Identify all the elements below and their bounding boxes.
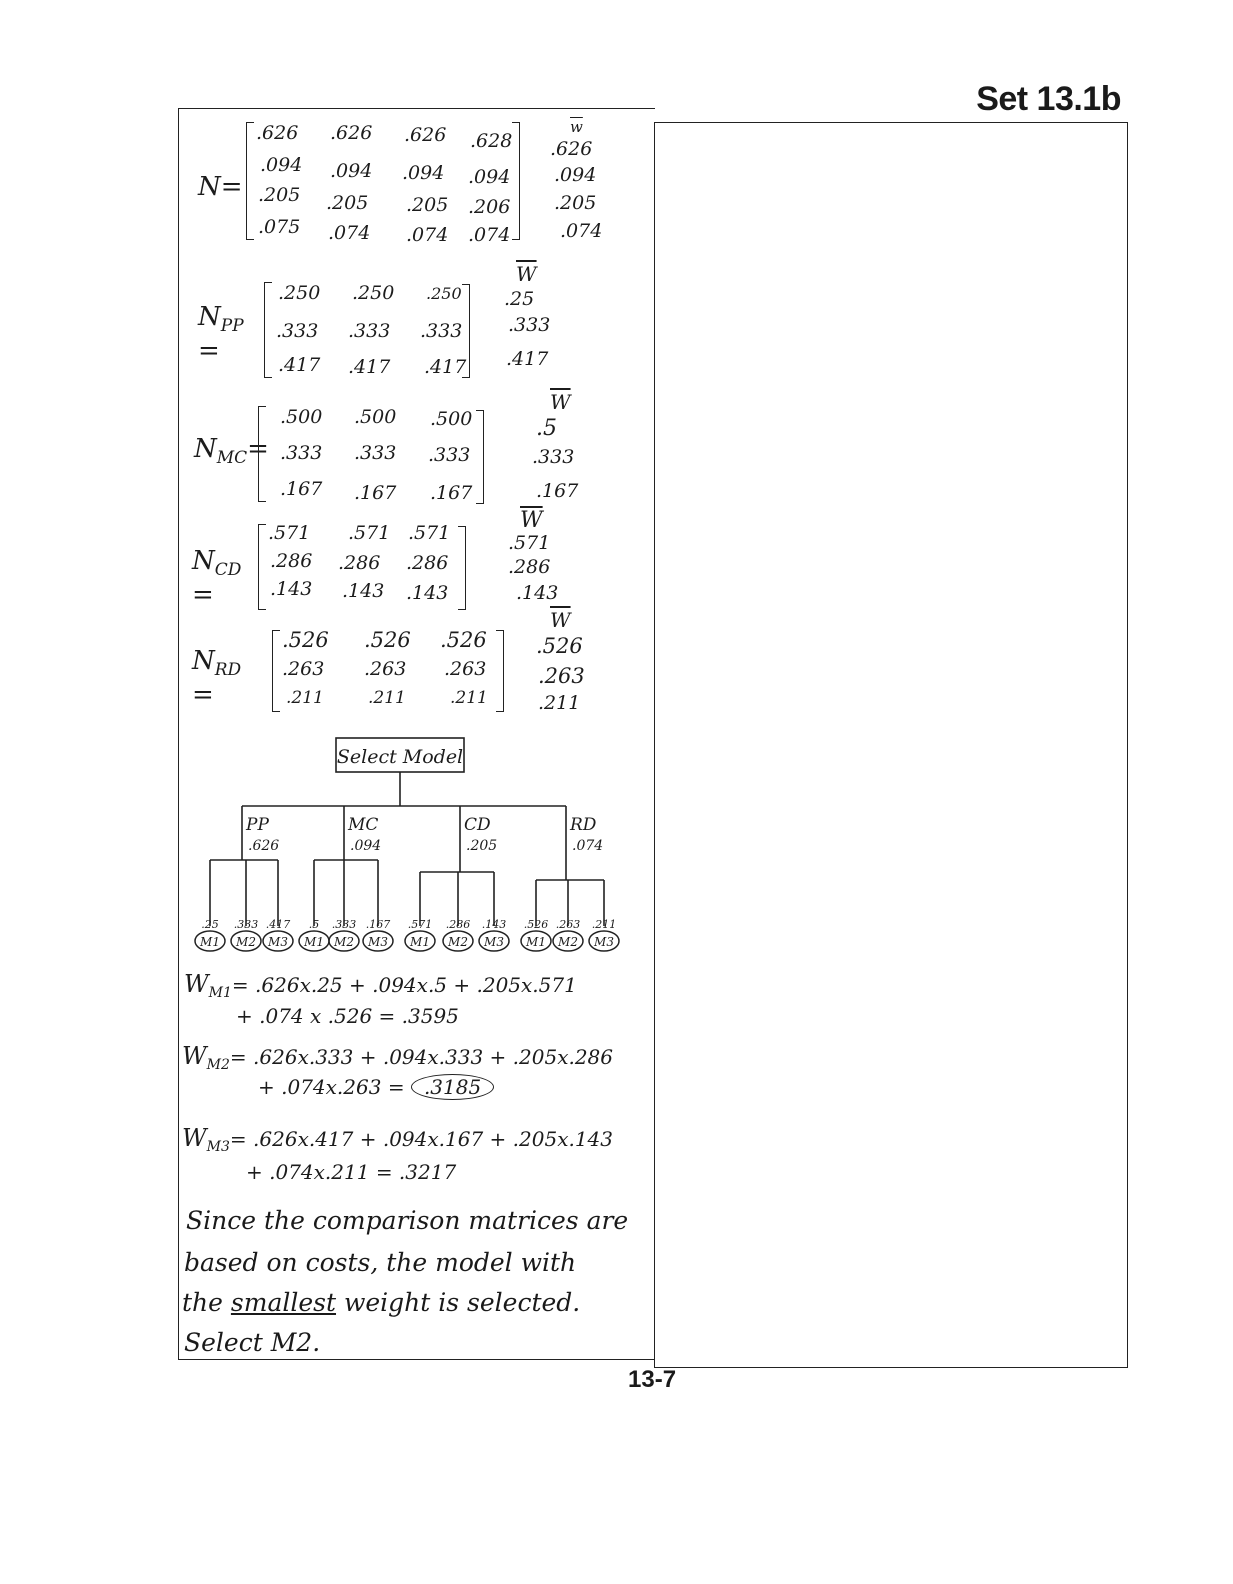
weight-value: .167 — [536, 480, 579, 502]
leaf-weight: .571 — [407, 918, 433, 931]
matrix-cell: .074 — [468, 224, 511, 246]
bracket-left — [246, 122, 254, 240]
leaf-weight: .263 — [555, 918, 581, 931]
weight-value: .5 — [536, 416, 557, 441]
weight-value: .094 — [554, 164, 597, 186]
matrix-cell: .628 — [470, 130, 513, 152]
leaf-weight: .5 — [308, 918, 320, 931]
leaf-label: M1 — [410, 935, 430, 949]
matrix-cell: .211 — [368, 688, 406, 708]
tree-labels — [199, 815, 616, 949]
smallest-emphasis: smallest — [230, 1288, 337, 1317]
matrix-cell: .333 — [428, 444, 471, 466]
matrix-cell: .211 — [450, 688, 488, 708]
matrix-cell: .626 — [330, 122, 373, 144]
leaf-label: M2 — [558, 935, 578, 949]
matrix-cell: .143 — [342, 580, 385, 602]
leaf-weight: .333 — [331, 918, 357, 931]
branch-weight: .626 — [248, 838, 280, 854]
weight-header: $\overline{W}$ — [550, 608, 571, 632]
matrix-cell: .205 — [326, 192, 369, 214]
root-label: Select Model — [336, 746, 464, 768]
branch-weight: .205 — [466, 838, 498, 854]
hierarchy-tree — [178, 730, 654, 970]
bracket-right — [496, 630, 504, 712]
branch-name: RD — [570, 815, 597, 835]
matrix-cell: .526 — [282, 628, 329, 652]
bracket-left — [258, 524, 266, 610]
matrix-cell: .094 — [402, 162, 445, 184]
leaf-label: M1 — [200, 935, 220, 949]
bracket-left — [272, 630, 280, 712]
weight-header: $\overline{W}$ — [550, 390, 571, 414]
weight-header: $\overline{W}$ — [520, 508, 543, 533]
bracket-right — [512, 122, 520, 240]
bracket-right — [476, 410, 484, 504]
matrix-cell: .626 — [404, 124, 447, 146]
branch-weight: .074 — [572, 838, 604, 854]
matrix-cell: .333 — [276, 320, 319, 342]
weight-value: .25 — [504, 288, 535, 310]
matrix-cell: .333 — [420, 320, 463, 342]
weight-value: .333 — [508, 314, 551, 336]
matrix-cell: .074 — [328, 222, 371, 244]
weight-value: .571 — [508, 532, 551, 554]
matrix-cell: .211 — [286, 688, 324, 708]
matrix-cell: .263 — [444, 658, 487, 680]
leaf-label: M3 — [368, 935, 388, 949]
blank-column — [654, 122, 1128, 1368]
leaf-weight: .526 — [523, 918, 549, 931]
matrix-cell: .143 — [406, 582, 449, 604]
branch-weight: .094 — [350, 838, 382, 854]
matrix-cell: .417 — [278, 354, 321, 376]
branch-name: MC — [348, 815, 379, 835]
matrix-cell: .205 — [258, 184, 301, 206]
leaf-weight: .417 — [265, 918, 291, 931]
calc-wm3-line2: + .074x.211 = .3217 — [246, 1160, 457, 1184]
matrix-npp-label: $N_{PP}$ = — [198, 302, 244, 367]
matrix-cell: .094 — [330, 160, 373, 182]
leaf-weight: .286 — [445, 918, 471, 931]
minimum-weight-circle: .3185 — [411, 1074, 494, 1100]
weight-value: .143 — [516, 582, 559, 604]
weight-header: $\overline{W}$ — [516, 262, 537, 286]
calc-wm1-line1: $W_{M1}= .626x.25 + .094x.5 + .205x.571$ — [184, 970, 577, 1001]
conclusion-line: the smallest weight is selected. — [182, 1288, 581, 1317]
matrix-cell: .143 — [270, 578, 313, 600]
calc-wm3-line1: $W_{M3}= .626x.417 + .094x.167 + .205x.143$ — [182, 1124, 614, 1155]
weight-header: $\overline{w}$ — [570, 118, 583, 136]
calc-wm2-line1: $W_{M2}= .626x.333 + .094x.333 + .205x.286$ — [182, 1042, 614, 1073]
matrix-cell: .500 — [430, 408, 473, 430]
matrix-cell: .500 — [280, 406, 323, 428]
conclusion-line: based on costs, the model with — [184, 1248, 577, 1277]
weight-value: .526 — [536, 634, 583, 658]
matrix-cell: .167 — [354, 482, 397, 504]
weight-value: .286 — [508, 556, 551, 578]
weight-value: .205 — [554, 192, 597, 214]
page-number: 13-7 — [628, 1366, 677, 1393]
weight-value: .074 — [560, 220, 603, 242]
matrix-cell: .205 — [406, 194, 449, 216]
leaf-label: M3 — [484, 935, 504, 949]
leaf-label: M2 — [236, 935, 256, 949]
matrix-n-label: N= — [198, 172, 243, 202]
leaf-weight: .211 — [591, 918, 617, 931]
matrix-cell: .417 — [424, 356, 467, 378]
matrix-cell: .333 — [348, 320, 391, 342]
branch-name: PP — [246, 815, 269, 835]
matrix-cell: .500 — [354, 406, 397, 428]
calc-wm2-line2: + .074x.263 = .3185 — [258, 1074, 494, 1100]
matrix-cell: .333 — [354, 442, 397, 464]
matrix-cell: .333 — [280, 442, 323, 464]
matrix-cell: .571 — [348, 522, 391, 544]
matrix-cell: .286 — [338, 552, 381, 574]
bracket-right — [458, 526, 466, 610]
bracket-left — [264, 282, 272, 378]
matrix-ncd-label: $N_{CD}$ = — [192, 546, 242, 611]
set-title: Set 13.1b — [976, 80, 1121, 118]
leaf-label: M1 — [304, 935, 324, 949]
matrix-cell: .526 — [364, 628, 411, 652]
matrix-cell: .074 — [406, 224, 449, 246]
leaf-label: M2 — [334, 935, 354, 949]
matrix-cell: .075 — [258, 216, 301, 238]
weight-value: .417 — [506, 348, 549, 370]
conclusion-line: Since the comparison matrices are — [186, 1206, 629, 1235]
matrix-cell: .417 — [348, 356, 391, 378]
matrix-cell: .286 — [270, 550, 313, 572]
matrix-cell: .263 — [364, 658, 407, 680]
matrix-cell: .250 — [426, 284, 462, 303]
matrix-cell: .526 — [440, 628, 487, 652]
weight-value: .333 — [532, 446, 575, 468]
matrix-cell: .250 — [352, 282, 395, 304]
leaf-label: M1 — [526, 935, 546, 949]
leaf-label: M3 — [268, 935, 288, 949]
leaf-weight: .25 — [201, 918, 219, 931]
matrix-cell: .094 — [468, 166, 511, 188]
matrix-cell: .206 — [468, 196, 511, 218]
matrix-cell: .571 — [408, 522, 451, 544]
matrix-cell: .286 — [406, 552, 449, 574]
matrix-cell: .094 — [260, 154, 303, 176]
weight-value: .211 — [538, 692, 581, 714]
matrix-cell: .571 — [268, 522, 311, 544]
leaf-label: M3 — [594, 935, 614, 949]
calc-wm1-line2: + .074 x .526 = .3595 — [236, 1004, 459, 1028]
leaf-weight: .333 — [233, 918, 259, 931]
matrix-cell: .167 — [430, 482, 473, 504]
leaf-weight: .143 — [481, 918, 507, 931]
leaf-label: M2 — [448, 935, 468, 949]
matrix-cell: .167 — [280, 478, 323, 500]
bracket-left — [258, 406, 266, 502]
weight-value: .626 — [550, 138, 593, 160]
leaf-weight: .167 — [365, 918, 391, 931]
matrix-nrd-label: $N_{RD}$ = — [192, 646, 242, 711]
weight-value: .263 — [538, 664, 585, 688]
matrix-cell: .250 — [278, 282, 321, 304]
branch-name: CD — [464, 815, 491, 835]
matrix-cell: .263 — [282, 658, 325, 680]
matrix-nmc-label: $N_{MC}=$ — [194, 434, 269, 469]
matrix-cell: .626 — [256, 122, 299, 144]
conclusion-line: Select M2. — [184, 1328, 321, 1357]
